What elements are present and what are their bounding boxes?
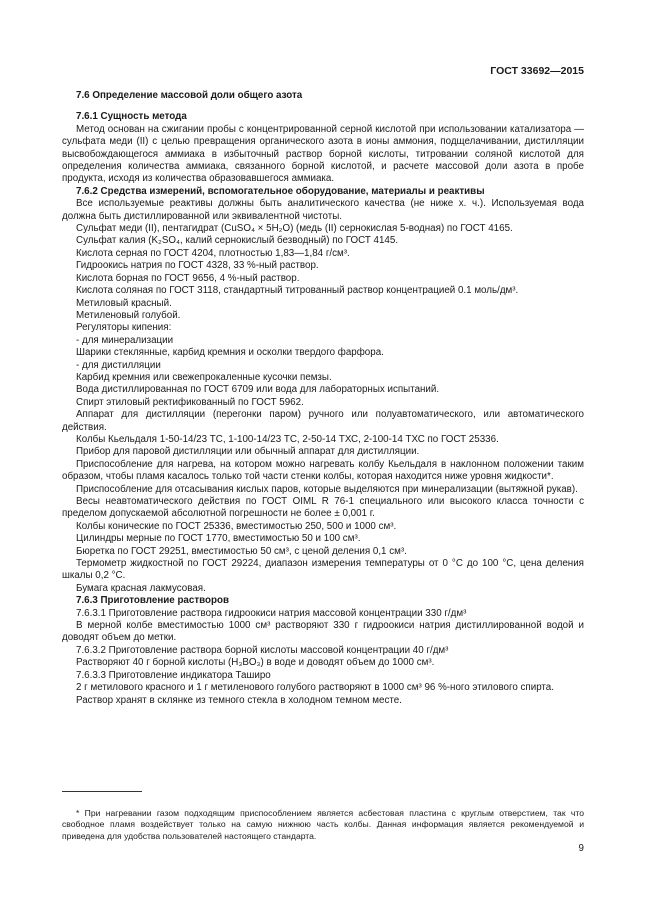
list-item: - для минерализации — [76, 334, 174, 346]
list-item: Кислота серная по ГОСТ 4204, плотностью 1,83—1,84 г/см³. — [76, 247, 350, 259]
list-item: В мерной колбе вместимостью 1000 см³ растворяют 330 г гидроокиси натрия дистиллированной водой и доводят объем до метки. — [62, 620, 584, 644]
list-item: Цилиндры мерные по ГОСТ 1770, вместимостью 50 и 100 см³. — [76, 533, 361, 545]
list-item: Бюретка по ГОСТ 29251, вместимостью 50 см³, с ценой деления 0,1 см³. — [76, 545, 407, 557]
list-item: Метиленовый голубой. — [76, 309, 181, 321]
list-item: Сульфат калия (K₂SO₄, калий сернокислый безводный) по ГОСТ 4145. — [76, 235, 399, 247]
list-item: Все используемые реактивы должны быть аналитического качества (не ниже х. ч.). Используемая вода должна быть дистиллированной или эквивалентной чистоты. — [62, 198, 584, 222]
list-item: 7.6.3.1 Приготовление раствора гидроокиси натрия массовой концентрации 330 г/дм³ — [76, 607, 467, 619]
list-item: Вода дистиллированная по ГОСТ 6709 или вода для лабораторных испытаний. — [76, 384, 440, 396]
list-item: Колбы конические по ГОСТ 25336, вместимостью 250, 500 и 1000 см³. — [76, 520, 397, 532]
list-item: Спирт этиловый ректификованный по ГОСТ 5962. — [76, 396, 304, 408]
list-item: Кислота борная по ГОСТ 9656, 4 %-ный раствор. — [76, 272, 300, 284]
solutions-list — [62, 608, 584, 707]
list-item: Карбид кремния или свежепрокаленные кусочки пемзы. — [76, 371, 332, 383]
paragraph: Метод основан на сжигании пробы с концентрированной серной кислотой при использовании катализатора — сульфата меди (II) с целью превращения органического азота в ионы аммония, подщелачивании, дистилляции высвобождающегося аммиака в избыточный раствор борной кислоты, титровании соляной кислотой для определения количества аммиака, связанного борной кислотой, и расчете массовой доли азота в пробе продукта, исходя из количества образовавшегося аммиака. — [62, 123, 584, 185]
standard-header: ГОСТ 33692—2015 — [490, 65, 584, 77]
list-item: Колбы Кьельдаля 1-50-14/23 ТС, 1-100-14/23 ТС, 2-50-14 ТХС, 2-100-14 ТХС по ГОСТ 25336. — [76, 433, 499, 445]
list-item: Регуляторы кипения: — [76, 322, 172, 334]
list-item: Приспособление для отсасывания кислых паров, которые выделяются при минерализации (вытяжной рукав). — [76, 483, 578, 495]
list-item: Аппарат для дистилляции (перегонки паром) ручного или полуавтоматического, или автоматического действия. — [62, 409, 584, 433]
list-item: Бумага красная лакмусовая. — [76, 582, 206, 594]
list-item: Весы неавтоматического действия по ГОСТ OIML R 76-1 специального или высокого класса точности с пределом допускаемой абсолютной погрешности не более ± 0,001 г. — [62, 496, 584, 520]
footnote: * При нагревании газом подходящим приспособлением является асбестовая пластина с круглым отверстием, так что свободное пламя воздействует только на самую нижнюю часть колбы. Данная информация является рекомендуемой и приведена для удобства пользователей настоящего стандарта. — [62, 807, 584, 841]
list-item: Растворяют 40 г борной кислоты (H₃BO₃) в воде и доводят объем до 1000 см³. — [76, 657, 435, 669]
page-number: 9 — [578, 843, 584, 854]
list-item: 7.6.3.3 Приготовление индикатора Таширо — [76, 669, 271, 681]
list-item: Сульфат меди (II), пентагидрат (CuSO₄ × 5H₂O) (медь (II) сернокислая 5-водная) по ГОСТ 4165. — [76, 223, 513, 235]
footnote-separator — [62, 791, 142, 792]
list-item: Шарики стеклянные, карбид кремния и осколки твердого фарфора. — [76, 347, 384, 359]
list-item: Метиловый красный. — [76, 297, 172, 309]
list-item: 2 г метилового красного и 1 г метиленового голубого растворяют в 1000 см³ 96 %-ного этилового спирта. — [76, 682, 554, 694]
reagents-list — [62, 198, 584, 595]
subsection-title-3: 7.6.3 Приготовление растворов — [76, 595, 229, 607]
list-item: Приспособление для нагрева, на котором можно нагревать колбу Кьельдаля в наклонном положении таким образом, чтобы пламя касалось только той части стенки колбы, которая находится ниже уровня жидкости*. — [62, 458, 584, 483]
section-title: 7.6 Определение массовой доли общего азота — [76, 90, 303, 101]
subsection-title-1: 7.6.1 Сущность метода — [76, 111, 187, 123]
list-item: Кислота соляная по ГОСТ 3118, стандартный титрованный раствор концентрацией 0.1 моль/дм³. — [76, 285, 519, 297]
list-item: Прибор для паровой дистилляции или обычный аппарат для дистилляции. — [76, 446, 420, 458]
list-item: Гидроокись натрия по ГОСТ 4328, 33 %-ный раствор. — [76, 260, 319, 272]
main-content — [62, 90, 584, 707]
list-item: Термометр жидкостной по ГОСТ 29224, диапазон измерения температуры от 0 °С до 100 °С, цена деления шкалы 0,2 °С. — [62, 558, 584, 582]
subsection-title-2: 7.6.2 Средства измерений, вспомогательное оборудование, материалы и реактивы — [76, 185, 485, 197]
list-item: - для дистилляции — [76, 359, 161, 371]
list-item: 7.6.3.2 Приготовление раствора борной кислоты массовой концентрации 40 г/дм³ — [76, 644, 449, 656]
list-item: Раствор хранят в склянке из темного стекла в холодном темном месте. — [76, 694, 402, 706]
